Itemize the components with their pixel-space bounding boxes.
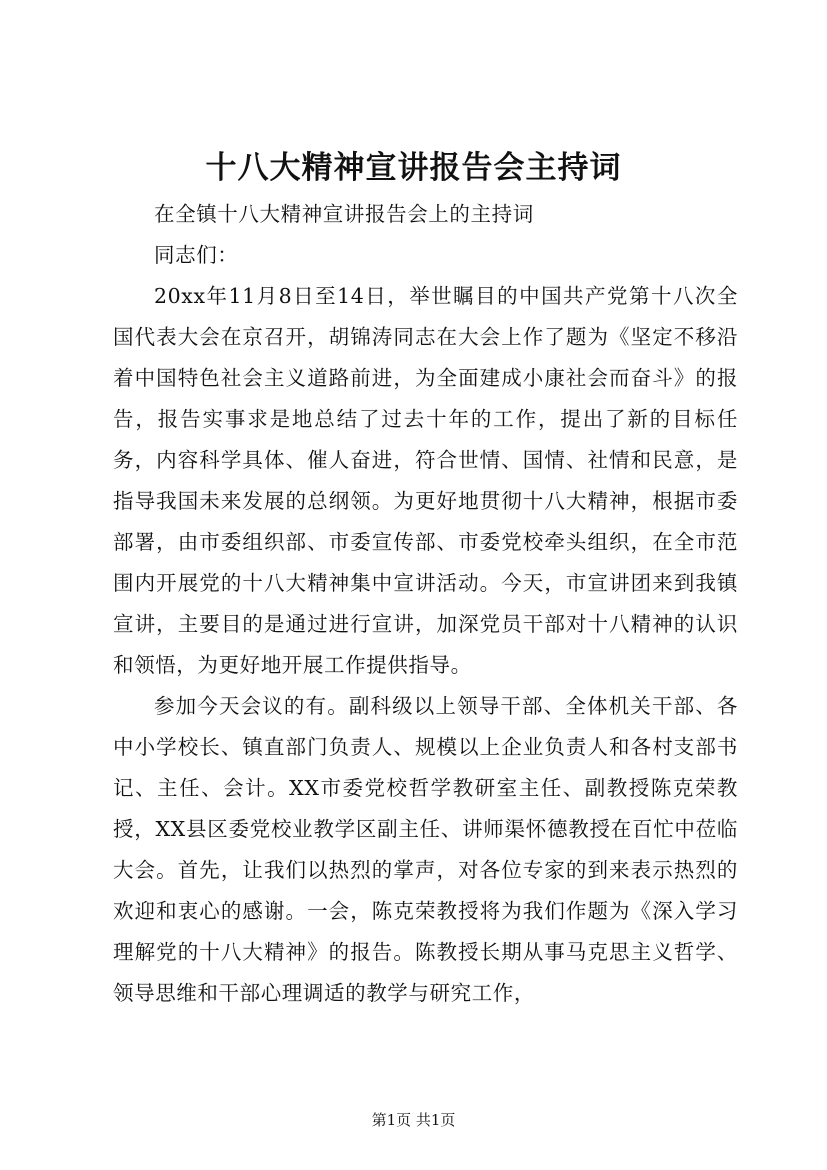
document-body	[113, 194, 738, 1014]
document-title: 十八大精神宣讲报告会主持词	[205, 150, 622, 186]
body-paragraph-2: 参加今天会议的有。副科级以上领导干部、全体机关干部、各中小学校长、镇直部门负责人、规模以上企业负责人和各村支部书记、主任、会计。XX市委党校哲学教研室主任、副教授陈克荣教授，XX县区委党校业教学区副主任、讲师渠怀德教授在百忙中莅临大会。首先，让我们以热烈的掌声，对各位专家的到来表示热烈的欢迎和衷心的感谢。一会，陈克荣教授将为我们作题为《深入学习理解党的十八大精神》的报告。陈教授长期从事马克思主义哲学、领导思维和干部心理调适的教学与研究工作，	[113, 694, 738, 1005]
salutation: 同志们：	[154, 243, 239, 267]
document-subtitle: 在全镇十八大精神宣讲报告会上的主持词	[154, 202, 534, 226]
page-number-footer: 第1页 共1页	[371, 1111, 456, 1129]
body-paragraph-1: 20xx年11月8日至14日，举世瞩目的中国共产党第十八次全国代表大会在京召开，胡锦涛同志在大会上作了题为《坚定不移沿着中国特色社会主义道路前进，为全面建成小康社会而奋斗》的报告，报告实事求是地总结了过去十年的工作，提出了新的目标任务，内容科学具体、催人奋进，符合世情、国情、社情和民意，是指导我国未来发展的总纲领。为更好地贯彻十八大精神，根据市委部署，由市委组织部、市委宣传部、市委党校牵头组织，在全市范围内开展党的十八大精神集中宣讲活动。今天，市宣讲团来到我镇宣讲，主要目的是通过进行宣讲，加深党员干部对十八精神的认识和领悟，为更好地开展工作提供指导。	[113, 284, 738, 677]
